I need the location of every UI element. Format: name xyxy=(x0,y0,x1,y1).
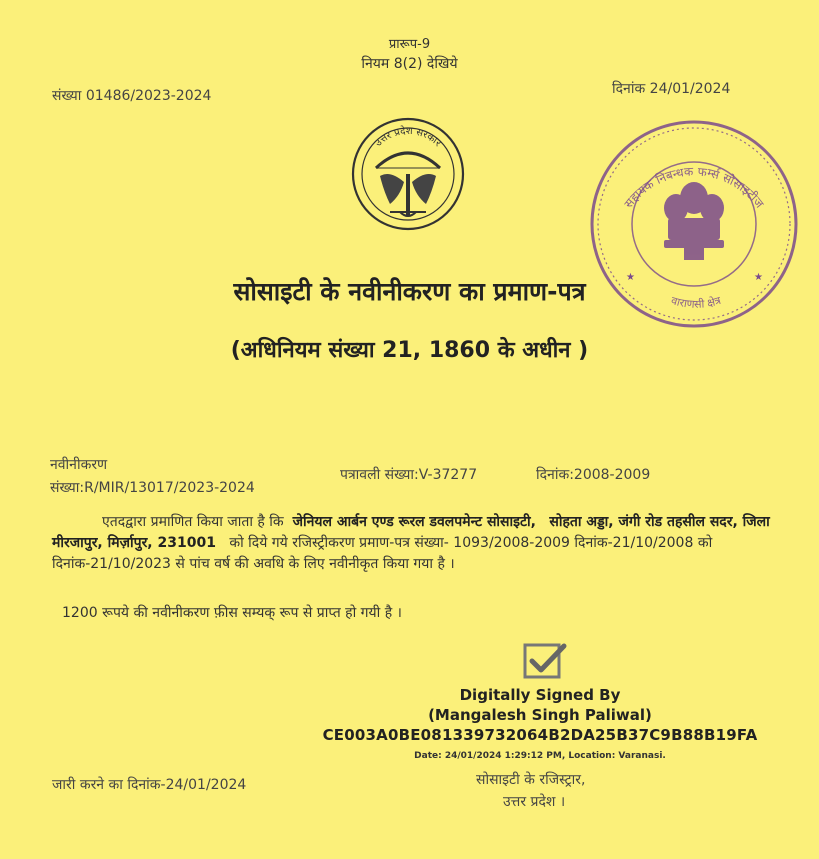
seal-text-top: सहायक निबन्धक फर्म्स सोसाइटीज xyxy=(621,164,767,211)
certificate-body xyxy=(52,512,772,575)
emblem-text: उत्तर प्रदेश सरकार xyxy=(373,125,444,149)
reference-number: संख्या 01486/2023-2024 xyxy=(52,88,212,104)
society-address: सोहता अड्डा, जंगी रोड तहसील सदर, जिला मीरजापुर, मिर्ज़ापुर, 231001 xyxy=(52,514,770,551)
svg-text:उत्तर प्रदेश सरकार xyxy=(373,125,444,150)
checkmark-icon xyxy=(523,641,567,681)
renewal-number: संख्या:R/MIR/13017/2023-2024 xyxy=(50,480,255,496)
fee-statement: 1200 रूपये की नवीनीकरण फ़ीस सम्यक् रूप से प्राप्त हो गयी है । xyxy=(62,605,402,621)
seal-text-bottom: वाराणसी क्षेत्र xyxy=(669,293,723,311)
society-name: जेनियल आर्बन एण्ड रूरल डवलपमेन्ट सोसाइटी, xyxy=(292,514,537,530)
rule-reference: नियम 8(2) देखिये xyxy=(361,56,458,72)
signature-hash: CE003A0BE081339732064B2DA25B37C9B88B19FA xyxy=(322,726,758,744)
up-government-emblem-icon xyxy=(350,116,466,232)
certificate-subtitle: (अधिनियम संख्या 21, 1860 के अधीन ) xyxy=(230,338,589,363)
signature-heading: Digitally Signed By xyxy=(459,686,621,704)
signature-date-location: Date: 24/01/2024 1:29:12 PM, Location: Varanasi. xyxy=(414,751,666,761)
certificate-title: सोसाइटी के नवीनीकरण का प्रमाण-पत्र xyxy=(233,277,586,306)
body-intro: एतदद्वारा प्रमाणित किया जाता है कि xyxy=(102,514,284,530)
form-number: प्रारूप-9 xyxy=(388,37,431,52)
issue-date-footer: जारी करने का दिनांक-24/01/2024 xyxy=(52,777,247,793)
registrar-title: सोसाइटी के रजिस्ट्रार, xyxy=(476,772,586,788)
body-rest: को दिये गये रजिस्ट्रीकरण प्रमाण-पत्र संख्या- 1093/2008-2009 दिनांक-21/10/2008 को दिनांक-21/10/2023 से पांच वर्ष की अवधि के लिए नवीनीकृत किया गया है । xyxy=(52,535,713,572)
file-date: दिनांक:2008-2009 xyxy=(536,467,651,483)
svg-text:★: ★ xyxy=(754,272,763,283)
file-number: पत्रावली संख्या:V-37277 xyxy=(340,467,478,483)
svg-text:★: ★ xyxy=(626,272,635,283)
renewal-label: नवीनीकरण xyxy=(50,457,108,473)
state-name: उत्तर प्रदेश । xyxy=(503,794,566,810)
digital-signature xyxy=(300,686,780,767)
signer-name: (Mangalesh Singh Paliwal) xyxy=(428,706,652,724)
issue-date-top: दिनांक 24/01/2024 xyxy=(612,81,731,97)
